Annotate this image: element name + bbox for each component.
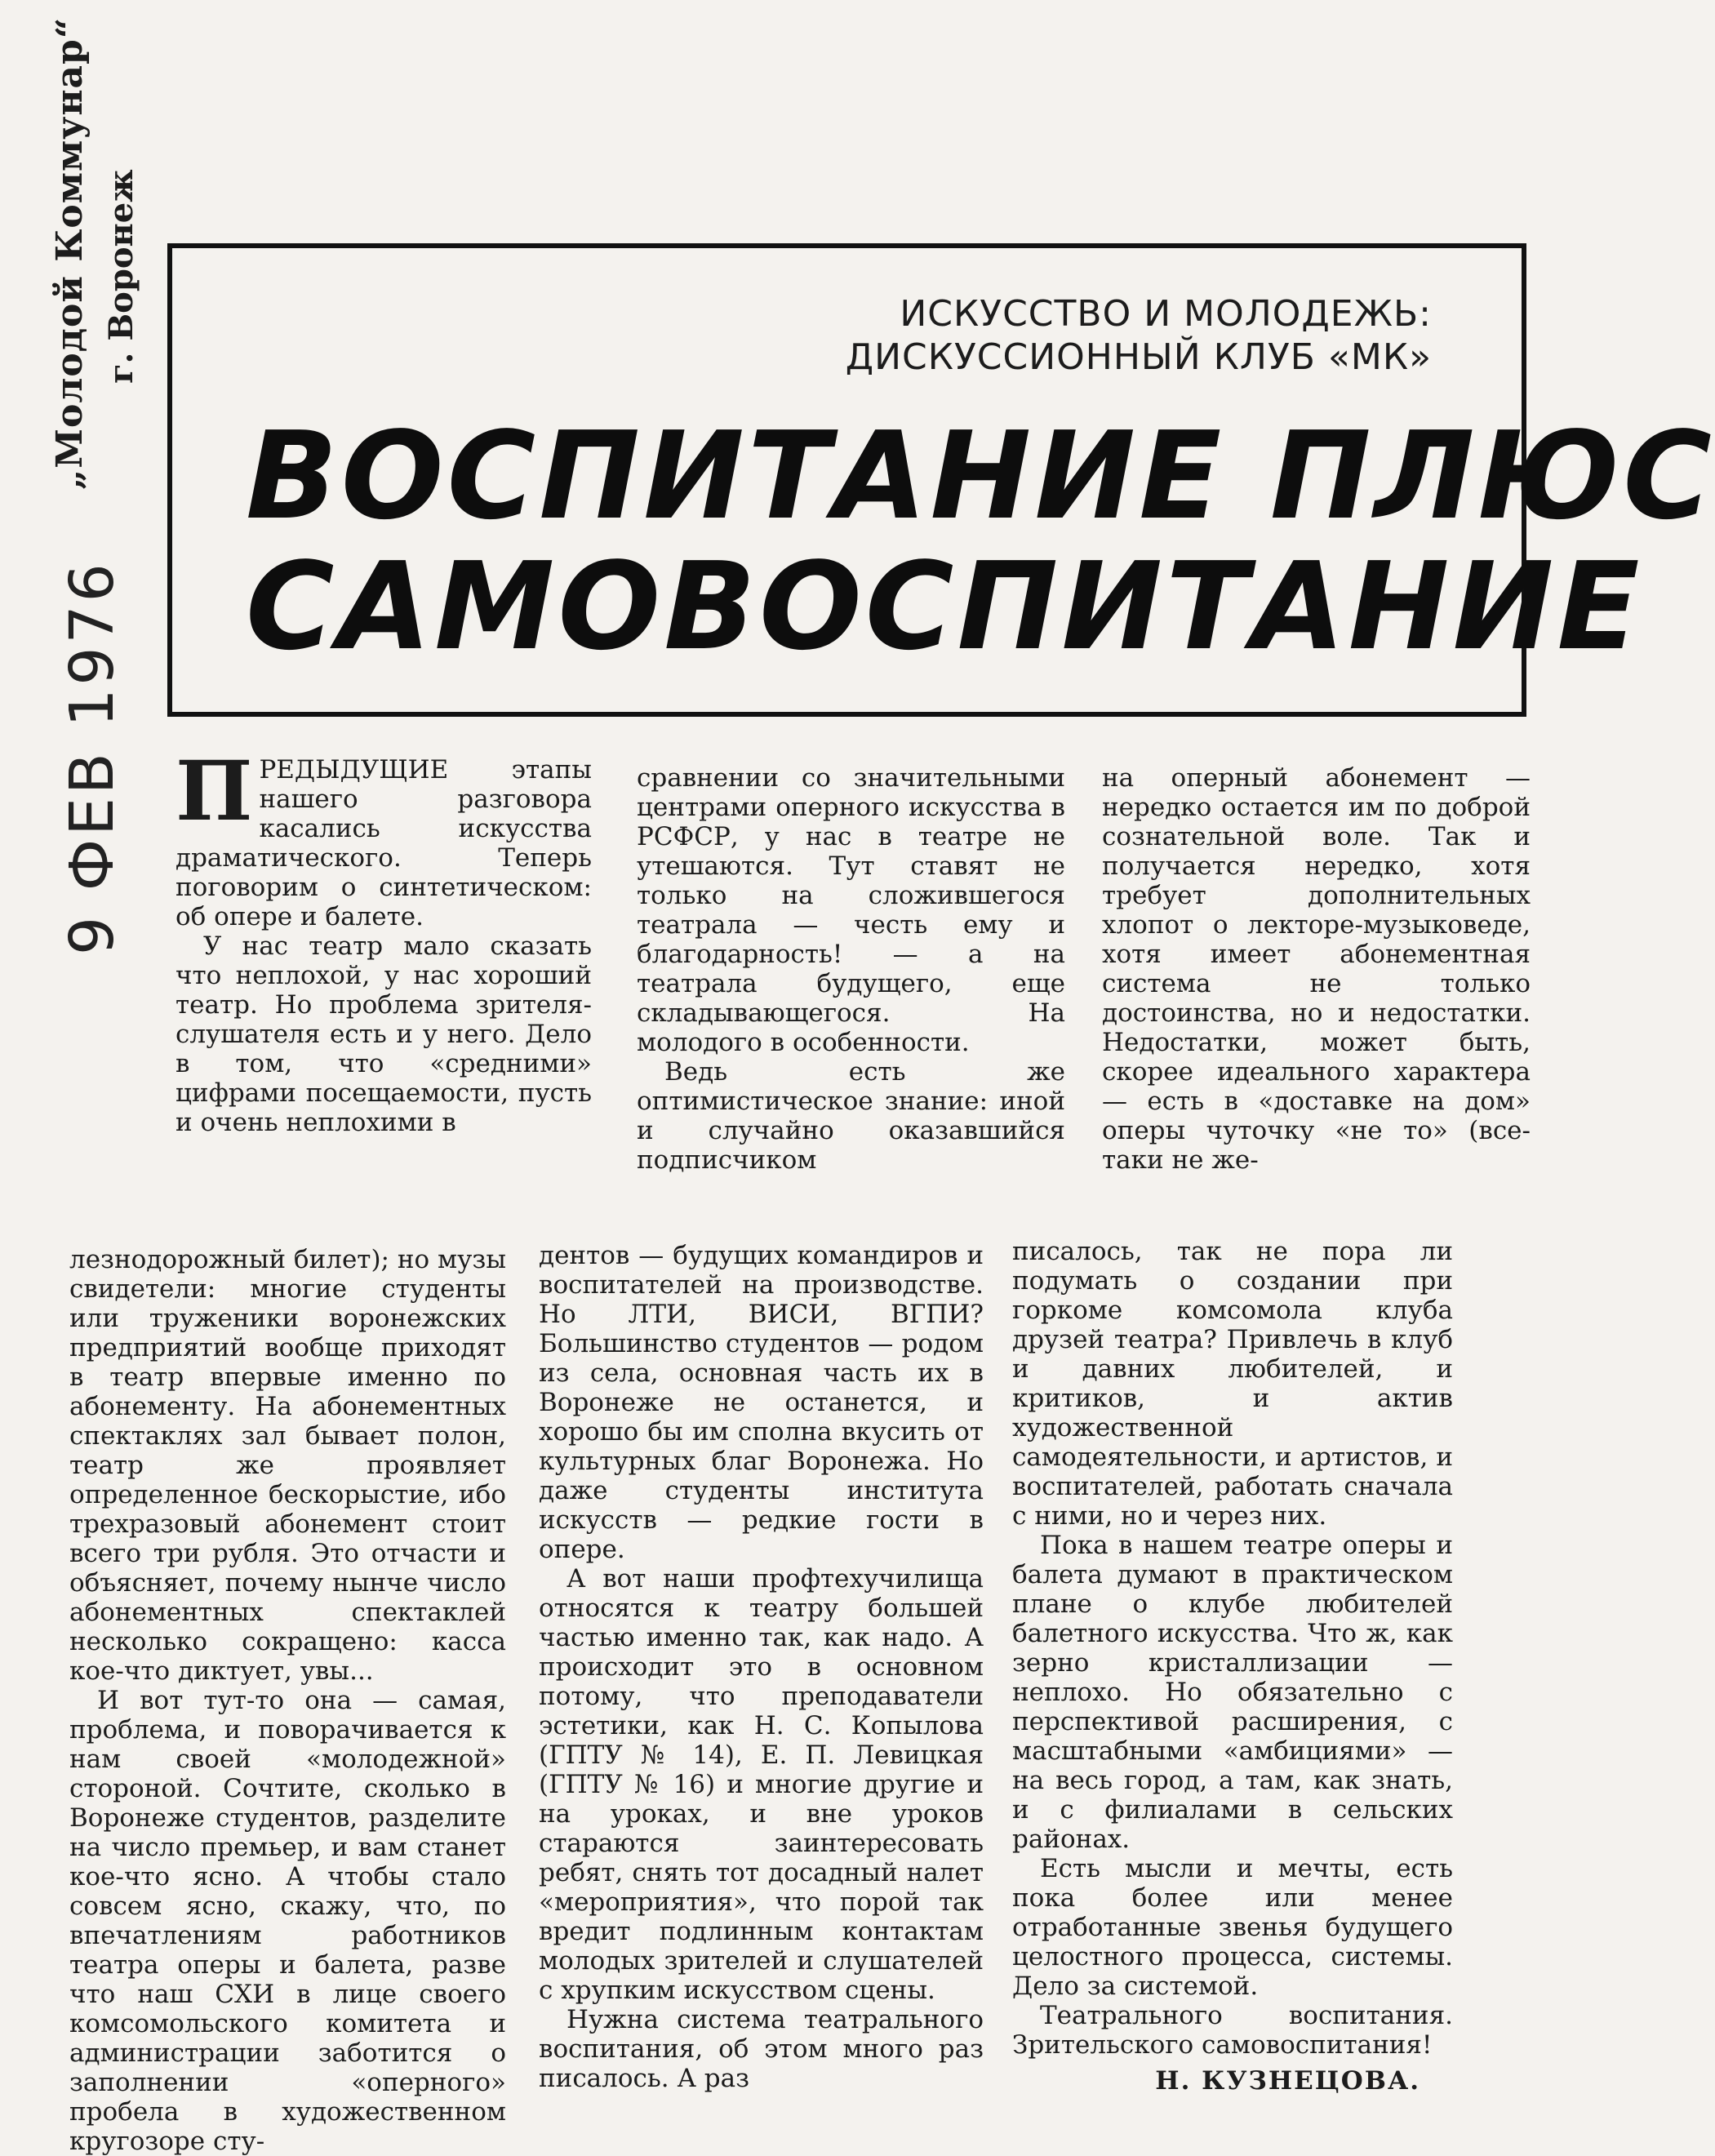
drop-cap: П [175, 743, 253, 839]
paragraph: А вот наши профтехучилища относятся к театру большей частью именно так, как надо. А происходит это в основном потому, что преподаватели эстетики, как Н. С. Копылова (ГПТУ № 14), Е. П. Левицкая (ГПТУ № 16) и многие другие и на уроках, и вне уроков стараются заинтересовать ребят, снять тот досадный налет «мероприятия», что порой так вредит подлинным контактам молодых зрителей и слушателей с хрупким искусством сцены. [539, 1564, 984, 2005]
author-signature: Н. КУЗНЕЦОВА. [1155, 2066, 1420, 2096]
paragraph: Театрального воспитания. Зрительского самовоспитания! [1012, 2001, 1453, 2060]
paragraph-text: РЕДЫДУЩИЕ этапы нашего разговора касались искусства драматического. Теперь поговорим о синтетическом: об опере и балете. [175, 755, 592, 931]
paragraph: лезнодорожный билет); но музы свидетели: многие студенты или труженики воронежских предприятий вообще приходят в театр впервые именно по абонементу. На абонементных спектаклях зал бывает полон, театр же проявляет определенное бескорыстие, ибо трехразовый абонемент стоит всего три рубля. Это отчасти и объясняет, почему нынче число абонементных спектаклей несколько сокращено: касса кое-что диктует, увы... [69, 1245, 506, 1686]
newspaper-city: г. Воронеж [102, 169, 140, 384]
paragraph: на оперный абонемент — нередко остается им по доброй сознательной воле. Так и получается нередко, хотя требует дополнительных хлопот о лекторе-музыковеде, хотя имеет абонементная система не только достоинства, но и недостатки. Недостатки, может быть, скорее идеального характера — есть в «доставке на дом» оперы чуточку «не то» (все-таки не же- [1102, 763, 1531, 1175]
rubric [846, 293, 1432, 380]
paragraph: Пока в нашем театре оперы и балета думают в практическом плане о клубе любителей балетного искусства. Что ж, как зерно кристаллизации — неплохо. Но обязательно с перспективой расширения, с масштабными «амбициями» — на весь город, а там, как знать, и с филиалами в сельских районах. [1012, 1531, 1453, 1854]
paragraph: сравнении со значительными центрами оперного искусства в РСФСР, у нас в театре не утешаются. Тут ставят не только на сложившегося театрала — честь ему и благодарность! — а на театрала будущего, еще складывающегося. На молодого в особенности. [637, 763, 1065, 1057]
source-stamp [33, 16, 140, 490]
title-line-1: ВОСПИТАНИЕ ПЛЮС [246, 406, 1715, 546]
paragraph: Есть мысли и мечты, есть пока более или менее отработанные звенья будущего целостного процесса, системы. Дело за системой. [1012, 1854, 1453, 2001]
article-title [246, 406, 1715, 677]
article-column-4 [69, 1245, 506, 2156]
paragraph: И вот тут-то она — самая, проблема, и поворачивается к нам своей «молодежной» стороной. Сочтите, сколько в Воронеже студентов, разделите на число премьер, и вам станет кое-что ясно. А чтобы стало совсем ясно, скажу, что, по впечатлениям работников театра оперы и балета, разве что наш СХИ в лице своего комсомольского комитета и администрации заботится о заполнении «оперного» пробела в художественном кругозоре сту- [69, 1686, 506, 2156]
article-column-5 [539, 1241, 984, 2143]
rubric-line-2: ДИСКУССИОННЫЙ КЛУБ «МК» [845, 336, 1432, 378]
rubric-line-1: ИСКУССТВО И МОЛОДЕЖЬ: [900, 293, 1432, 335]
article-column-3 [1102, 763, 1531, 1175]
paragraph: Ведь есть же оптимистическое знание: иной и случайно оказавшийся подписчиком [637, 1057, 1065, 1175]
newspaper-name: „Молодой Коммунар“ [49, 16, 91, 490]
article-column-6 [1012, 1237, 1453, 2143]
article-column-2 [637, 763, 1065, 1175]
paragraph [175, 743, 592, 931]
title-line-2: САМОВОСПИТАНИЕ [246, 536, 1643, 677]
article-column-1 [175, 743, 592, 1137]
paragraph: Нужна система театрального воспитания, об этом много раз писалось. А раз [539, 2005, 984, 2093]
paragraph: писалось, так не пора ли подумать о создании при горкоме комсомола клуба друзей театра? Привлечь в клуб и давних любителей, и критиков, и актив художественной самодеятельности, и артистов, и воспитателей, работать сначала с ними, но и через них. [1012, 1237, 1453, 1531]
date-stamp: 9 ФЕВ 1976 [57, 560, 127, 955]
paragraph: У нас театр мало сказать что неплохой, у нас хороший театр. Но проблема зрителя-слушателя есть и у него. Дело в том, что «средними» цифрами посещаемости, пусть и очень неплохими в [175, 931, 592, 1137]
headline-box [167, 243, 1715, 717]
paragraph: дентов — будущих командиров и воспитателей на производстве. Но ЛТИ, ВИСИ, ВГПИ? Большинство студентов — родом из села, основная часть их в Воронеже не останется, и хорошо бы им сполна вкусить от культурных благ Воронежа. Но даже студенты института искусств — редкие гости в опере. [539, 1241, 984, 1564]
